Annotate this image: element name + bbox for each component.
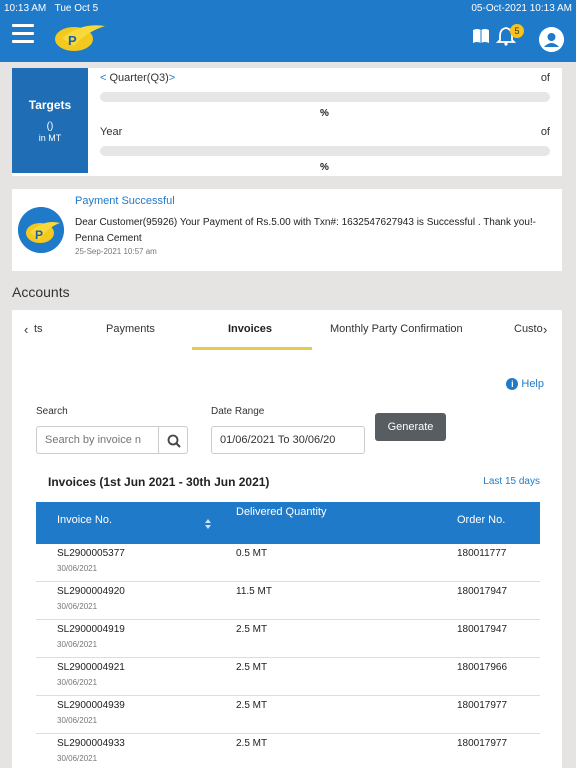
invoice-date: 30/06/2021 xyxy=(57,640,98,649)
targets-title: Targets xyxy=(28,98,72,112)
last-15-days-link[interactable]: Last 15 days xyxy=(483,476,540,487)
invoice-number: SL2900004920 xyxy=(57,586,125,597)
invoice-date: 30/06/2021 xyxy=(57,564,98,573)
invoice-date: 30/06/2021 xyxy=(57,602,98,611)
invoice-number: SL2900004919 xyxy=(57,624,125,635)
date-range-field[interactable]: 01/06/2021 To 30/06/20 xyxy=(211,426,365,454)
notification-message: Dear Customer(95926) Your Payment of Rs.5.00 with Txn#: 1632547627943 is Successful . Thank you!- Penna Cement xyxy=(75,217,537,244)
user-profile-icon[interactable] xyxy=(539,27,564,52)
accounts-tabs xyxy=(12,310,562,350)
invoice-number: SL2900005377 xyxy=(57,548,125,559)
delivered-quantity: 0.5 MT xyxy=(236,548,268,559)
tab-customer[interactable]: Custo xyxy=(514,323,543,335)
app-header xyxy=(0,0,576,62)
delivered-quantity: 2.5 MT xyxy=(236,662,268,673)
tab-statements[interactable]: ts xyxy=(34,323,43,335)
tab-monthly-party-confirmation[interactable]: Monthly Party Confirmation xyxy=(330,323,463,335)
payment-notification-card[interactable] xyxy=(12,189,562,271)
order-number: 180017977 xyxy=(457,738,508,749)
table-row[interactable] xyxy=(36,620,540,658)
delivered-quantity: 2.5 MT xyxy=(236,738,268,749)
invoice-date: 30/06/2021 xyxy=(57,716,98,725)
invoices-title: Invoices (1st Jun 2021 - 30th Jun 2021) xyxy=(48,475,270,489)
penna-logo xyxy=(52,20,106,54)
quarter-progress-bar xyxy=(100,92,550,102)
info-icon: i xyxy=(506,378,518,390)
search-button[interactable] xyxy=(158,426,188,454)
delivered-quantity: 2.5 MT xyxy=(236,624,268,635)
search-icon xyxy=(159,427,189,455)
table-row[interactable] xyxy=(36,734,540,768)
svg-text:P: P xyxy=(35,228,44,242)
table-row[interactable] xyxy=(36,696,540,734)
help-link[interactable] xyxy=(506,378,544,390)
order-number: 180017966 xyxy=(457,662,508,673)
help-label: Help xyxy=(521,378,544,390)
status-time-date: 10:13 AM Tue Oct 5 xyxy=(4,3,99,14)
tabs-scroll-right-icon[interactable]: › xyxy=(543,322,548,337)
notification-count-badge: 5 xyxy=(510,24,524,38)
header-delivered-quantity: Delivered Quantity xyxy=(236,506,327,518)
hamburger-menu-icon[interactable] xyxy=(12,24,34,44)
year-percent: % xyxy=(320,162,329,173)
tabs-scroll-left-icon[interactable]: ‹ xyxy=(24,322,29,337)
order-number: 180017947 xyxy=(457,586,508,597)
order-number: 180017977 xyxy=(457,700,508,711)
sort-icon[interactable] xyxy=(204,518,212,530)
tab-payments[interactable]: Payments xyxy=(106,323,155,335)
year-progress-bar xyxy=(100,146,550,156)
targets-value: () xyxy=(46,121,54,132)
accounts-heading: Accounts xyxy=(12,284,70,300)
year-of-label: of xyxy=(540,126,550,138)
delivered-quantity: 11.5 MT xyxy=(236,586,272,597)
header-invoice-no[interactable]: Invoice No. xyxy=(57,514,113,526)
invoice-number: SL2900004933 xyxy=(57,738,125,749)
status-right: 05-Oct-2021 10:13 AM xyxy=(471,3,572,14)
invoices-table-body xyxy=(36,544,540,768)
quarter-label: Quarter(Q3) xyxy=(109,72,169,84)
invoice-date: 30/06/2021 xyxy=(57,678,98,687)
invoices-table-header xyxy=(36,502,540,544)
quarter-prev-button[interactable]: < xyxy=(100,72,107,84)
notification-title: Payment Successful xyxy=(75,195,175,207)
notification-date: 25-Sep-2021 10:57 am xyxy=(75,247,157,256)
svg-text:P: P xyxy=(68,33,77,48)
invoice-number: SL2900004921 xyxy=(57,662,125,673)
order-number: 180011777 xyxy=(457,548,507,559)
search-input[interactable] xyxy=(36,426,158,454)
table-row[interactable] xyxy=(36,582,540,620)
quarter-of-label: of xyxy=(540,72,550,84)
quarter-selector[interactable] xyxy=(100,72,175,84)
date-range-label: Date Range xyxy=(211,406,265,417)
tab-invoices[interactable]: Invoices xyxy=(228,323,273,335)
header-order-no: Order No. xyxy=(457,514,506,526)
quarter-percent: % xyxy=(320,108,329,119)
invoices-panel xyxy=(12,350,562,768)
invoice-number: SL2900004939 xyxy=(57,700,125,711)
invoice-date: 30/06/2021 xyxy=(57,754,98,763)
table-row[interactable] xyxy=(36,658,540,696)
year-label: Year xyxy=(100,126,123,138)
book-icon[interactable] xyxy=(472,28,490,44)
generate-button[interactable]: Generate xyxy=(375,413,446,441)
targets-summary xyxy=(12,68,88,173)
quarter-next-button[interactable]: > xyxy=(168,72,176,84)
order-number: 180017947 xyxy=(457,624,508,635)
search-label: Search xyxy=(36,406,68,417)
penna-logo-icon xyxy=(18,207,64,253)
targets-unit: in MT xyxy=(38,133,62,143)
delivered-quantity: 2.5 MT xyxy=(236,700,268,711)
targets-card xyxy=(12,68,562,176)
table-row[interactable] xyxy=(36,544,540,582)
